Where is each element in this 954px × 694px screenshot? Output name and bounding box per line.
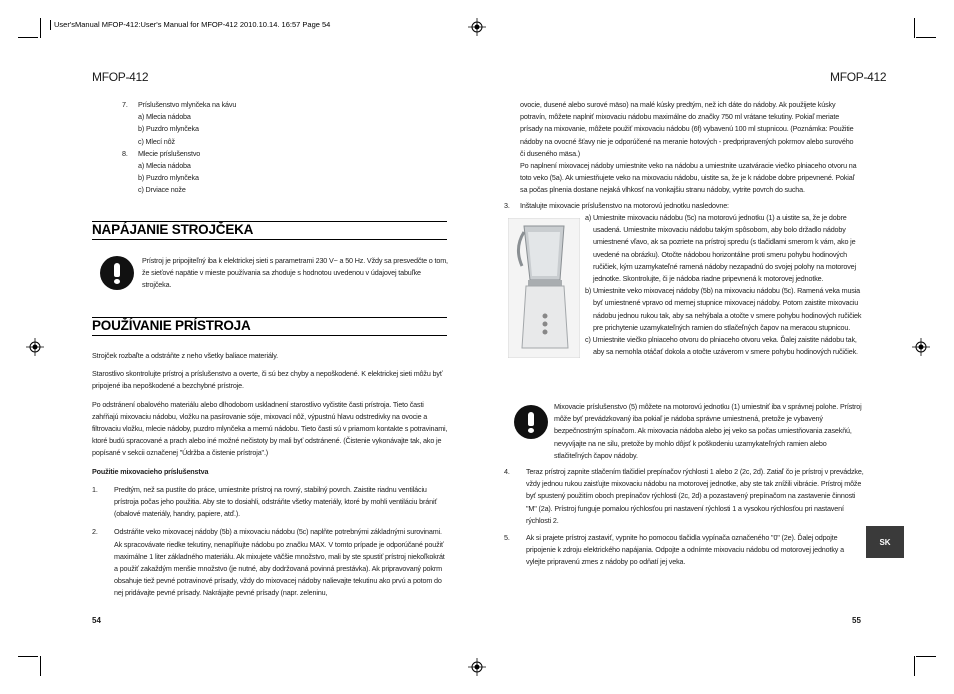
accessory-list [122,99,422,197]
paragraph: Strojček rozbaľte a odstráňte z neho všetky baliace materiály. [92,351,279,360]
list-text: a) Mlecia nádoba [138,112,191,122]
section-title-power: NAPÁJANIE STROJČEKA [92,222,447,240]
subitem: c) Umiestnite viečko plniaceho otvoru do plniaceho otvoru veka. Ďalej zaistite nádobu tak, aby sa nemohla otáčať dokola a otočte uzáverom v smere pohybu hodinových ručičiek. [585,335,858,357]
step-text: Ak si prajete prístroj zastaviť, vypnite ho pomocou tlačidla vypínača označeného "0" (2e). Ďalej odpojte pripojenie k zdroju elektrického napájania. Odpojte a odnímte mixovaciu nádobu od motorovej jednotky a vylejte pripravenú zmes z nádoby po odňatí jej veka. [526,533,844,567]
step-text: Teraz prístroj zapnite stlačením tlačidiel prepínačov rýchlosti 1 alebo 2 (2c, 2d). Zatiaľ čo je prístroj v prevádzke, vždy jednou rukou zaisťujte mixovaciu nádobu na motorovej jednotke, aby ste tak znížili vibrácie. Prístroj môže byť spustený použitím oboch prepínačov rýchlosti (2c, 2d) a pozastavený prepínačom na zastavenie činnosti "M" (2a). Prístroj funguje pomalou rýchlosťou pri nastavení rýchlosti 1 a vysokou rýchlosťou pri nastavení rýchlosti 2. [526,467,864,525]
accessory-list-item [122,111,422,123]
list-text: b) Puzdro mlynčeka [138,124,199,134]
power-warning: Prístroj je pripojiteľný iba k elektrickej sieti s parametrami 230 V~ a 50 Hz. Vždy sa presvedčte o tom, že sieťové napätie v mieste používania sa zhoduje s hodnotou uvedenou v údajovej tabuľke strojčeka. [142,256,448,290]
step-number: 5. [504,533,510,542]
step3 [504,200,864,212]
crop-mark [18,37,38,38]
step3-subitems [585,212,863,358]
step-text: Predtým, než sa pustíte do práce, umiestnite prístroj na rovný, stabilný povrch. Zaistite riadnu ventiláciu prístroja počas jeho použitia. Aby ste to dosiahli, odstráňte všetky materiály, ktoré by mohli ventiláciu brániť (obalové materiály, handry, papiere, atď.). [114,484,437,519]
accessory-list-item [122,123,422,135]
step-number: 1. [92,484,98,494]
print-header: User'sManual MFOP-412:User's Manual for MFOP-412 2010.10.14. 16:57 Page 54 [50,20,330,30]
registration-mark-icon [26,338,44,356]
blender-illustration [508,218,580,358]
step-text: Odstráňte veko mixovacej nádoby (5b) a mixovaciu nádobu (5c) naplňte potrebnými základnými surovinami. Ak spracovávate riedke tekutiny, nenaplňujte nádobu po značku MAX. V tomto prípade je odporúčané použiť maximálne 1 liter základného materiálu. Ak mixujete väčšie množstvo, mali by ste spustiť prístroj niekoľkokrát a použiť zakaždým menšie množstvo (je nutné, aby dodržovaná povinná prestávka). Ak pripravovaný pokrm obsahuje tiež pevné potravinové prísady, vždy do mixovacej nádoby nalievajte tekutinu ako prvú a potom do nej pridávajte pevné prísady. Nakrájajte pevné prísady (napr. zeleninu, [114,527,445,598]
accessory-list-item [122,184,422,196]
continued-text [520,99,860,197]
paragraph: Starostlivo skontrolujte prístroj a príslušenstvo a overte, či sú bez chyby a nepoškodené. K elektrickej sieti môžu byť pripojené iba nepoškodené a bezchybné prístroje. [92,369,443,391]
right-model-label: MFOP-412 [830,70,887,84]
assembly-warning: Mixovacie príslušenstvo (5) môžete na motorovú jednotku (1) umiestniť iba v správnej polohe. Prístroj môže byť prevádzkovaný iba pokiaľ je nádoba správne umiestnená, pretože je vybavený bezpečnostným spínačom. Ak mixovacia nádoba alebo jej veko sa počas umiestňovania zasekňú, nevyvíjajte na ne silu, pretože by mohlo dôjsť k poškodeniu uzamykateľných ramien alebo stlačiteľných čapov nádoby. [554,402,862,460]
step-number: 2. [92,527,98,537]
step-item [92,526,450,599]
list-text: b) Puzdro mlynčeka [138,173,199,183]
registration-mark-icon [468,18,486,36]
list-text: c) Drviace nože [138,185,186,195]
list-text: a) Mlecia nádoba [138,161,191,171]
step-number: 4. [504,467,510,476]
section-title-usage: POUŽÍVANIE PRÍSTROJA [92,318,447,336]
paragraph: Po naplnení mixovacej nádoby umiestnite veko na nádobu a umiestnite uzatváracie viečko plniaceho otvoru na toto veko (5a). Ak umiestňujete veko na mixovaciu nádobu, uistite sa, že je k nádobe dobre pripevnené. Pokiaľ sa počas plnenia dostane nejaká vlhkosť na vonkajšiu stranu nádoby, vytrite povrch do sucha. [520,161,857,195]
step-item [92,484,450,521]
crop-mark [40,656,41,676]
step-item [504,466,864,527]
crop-mark [914,18,915,38]
subitem: b) Umiestnite veko mixovacej nádoby (5b) na mixovaciu nádobu (5c). Ramená veka musia byť umiestnené vpravo od memej stupnice mixovacej nádoby. Potom zaistite mixovaciu nádobu jednou rukou tak, aby sa nehýbala a otočte v smere pohybu hodinových ručičiek pre prichytenie uzamykateľných ramien do stlačeľných čapov na meracou stupnicou. [585,286,862,332]
registration-mark-icon [468,658,486,676]
step-number: 3. [504,201,510,210]
language-tab: SK [866,526,904,558]
crop-mark [18,656,38,657]
step4 [504,466,864,527]
list-text: Mlecie príslušenstvo [138,148,201,158]
crop-mark [916,656,936,657]
list-text: Príslušenstvo mlynčeka na kávu [138,100,237,109]
step-item [504,532,864,569]
registration-mark-icon [912,338,930,356]
usage-body [92,350,450,600]
accessory-list-item [122,172,422,184]
crop-mark [916,37,936,38]
crop-mark [914,656,915,676]
list-text: c) Mlecí nôž [138,136,175,146]
right-page-number: 55 [852,616,861,625]
list-number: 7. [122,100,128,109]
step-text: Inštalujte mixovacie príslušenstvo na motorovú jednotku nasledovne: [520,201,729,210]
accessory-list-item [122,160,422,172]
list-number: 8. [122,148,128,158]
left-model-label: MFOP-412 [92,70,149,84]
subheading: Použitie mixovacieho príslušenstva [92,466,209,476]
accessory-list-item [122,148,422,160]
accessory-list-item [122,136,422,148]
paragraph: ovocie, dusené alebo surové mäso) na malé kúsky predtým, než ich dáte do nádoby. Ak použijete kúsky potravín, môžete naplniť mixovaciu nádobu maximálne do značky 750 ml vrátane tekutiny. Pokiaľ meriate prísady na mixovanie, môžete použiť mixovaciu nádobu (6f) vybavenú 100 ml stupnicou. (Poznámka: Použitie nádoby na ovocné šťavy nie je odporúčené na meranie hotových - predpripravených pokrmov alebo surového či duseného mäsa.) [520,100,854,158]
warning-icon [514,405,548,439]
accessory-list-item [122,99,422,111]
warning-icon [100,256,134,290]
paragraph: Po odstránení obalového materiálu alebo dlhodobom uskladnení starostlivo vyčistite časti prístroja. Tieto časti zahŕňajú mixovaciu nádobu, vložku na pasírovanie sóje, mixovací nôž, výpustnú hlavu odstredivky na ovocie a filtrovaciu vložku, mlecie nádoby, puzdro mlynčeka a mernú nádobu. Tieto časti sú v priamom kontakte s potravinami, ktoré budú spracované a prach alebo iné možné nečistoty by mali byť odstránené. (Čistenie vykonávajte tak, ako je popísané v sekcii označenej "Údržba a čistenie prístroja".) [92,399,448,458]
subitem: a) Umiestnite mixovaciu nádobu (5c) na motorovú jednotku (1) a uistite sa, že je dobre usadená. Umiestnite mixovaciu nádobu takým spôsobom, aby bolo držadlo nádoby umiestnené vľavo, ak sa pozriete na prístroj spredu (s tlačidlami smerom k vám, ako je uvedené na obrázku). Otočte nádobou horizontálne proti smeru pohybu hodinových ručičiek, kým uzamykateľné ramená nádoby nezapadnú do svojej polohy na motorovej jednotke. Skontrolujte, či je nádoba riadne pripevnená k motorovej jednotke. [585,213,856,284]
left-page-number: 54 [92,616,101,625]
crop-mark [40,18,41,38]
step5 [504,532,864,569]
